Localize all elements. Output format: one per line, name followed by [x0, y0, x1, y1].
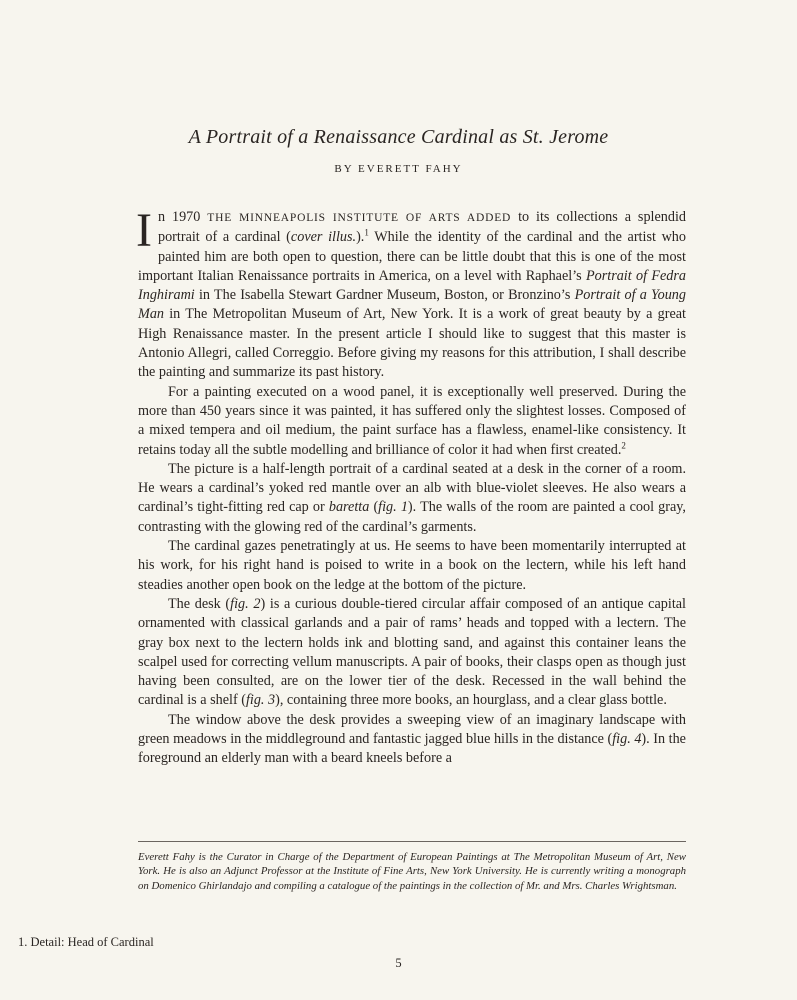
figure-ref: fig. 2 [230, 595, 261, 612]
paragraph-1 [136, 204, 687, 383]
text-run: ). In the foreground an elderly man with a beard kneels before a [138, 731, 686, 767]
footnote-divider [138, 841, 686, 842]
text-run: in The Metropolitan Museum of Art, New York. It is a work of great beauty by a great High Renaissance master. In the present article I should like to suggest that this master is Antonio Allegri, called Correggio. Before giving my reasons for this attribution, I shall describe the painting and summarize its past history. [138, 306, 686, 381]
text-run: For a painting executed on a wood panel, it is exceptionally well preserved. During the more than 450 years since it was painted, it has suffered only the slightest losses. Composed of a mixed tempera and oil medium, the paint surface has a flawless, enamel-like consistency. It retains today all the subtle modelling and brilliance of color it had when first created. [138, 383, 686, 458]
text-run: The picture is a half-length portrait of a cardinal seated at a desk in the corner of a room. He wears a cardinal’s yoked red mantle over an alb with blue-violet sleeves. He also wears a cardinal’s tight-fitting red cap or [138, 460, 686, 516]
text-run: ). The walls of the room are painted a cool gray, contrasting with the glowing red of the cardinal’s garments. [138, 499, 686, 535]
text-run: While the identity of the cardinal and the artist who painted him are both open to question, there can be little doubt that this is one of the most important Italian Renaissance portraits in America, on a level with Raphael’s [138, 229, 686, 284]
footnote-marker-1: 1 [364, 227, 369, 238]
footnote-marker-2: 2 [621, 439, 626, 450]
cover-illus-ref: cover illus. [290, 229, 357, 246]
text-run: ), containing three more books, an hourglass, and a clear glass bottle. [275, 692, 667, 709]
text-run: The desk ( [168, 595, 231, 612]
paragraph-4 [138, 537, 686, 595]
figure-caption: 1. Detail: Head of Cardinal [18, 935, 154, 949]
article-title: A Portrait of a Renaissance Cardinal as St. Jerome [188, 126, 609, 148]
paragraph-6 [138, 711, 686, 769]
text-run: in The Isabella Stewart Gardner Museum, Boston, or Bronzino’s [194, 287, 575, 304]
paragraph-3 [138, 460, 686, 537]
article-byline: BY EVERETT FAHY [334, 163, 463, 175]
paragraph-2 [138, 383, 686, 460]
text-run: ). [356, 229, 365, 246]
text-run: to its collections a splendid portrait of a cardinal ( [157, 209, 687, 246]
text-run: The window above the desk provides a sweeping view of an imaginary landscape with green meadows in the middleground and fantastic jagged blue hills in the distance ( [138, 711, 686, 748]
artwork-title: Portrait of Fedra Inghirami [138, 267, 686, 304]
artwork-title: Portrait of a Young Man [138, 287, 686, 323]
figure-ref: fig. 4 [612, 731, 642, 748]
lead-text: n 1970 [157, 209, 201, 225]
author-note: Everett Fahy is the Curator in Charge of the Department of European Paintings at The Metropolitan Museum of Art, New York. He is also an Adjunct Professor at the Institute of Fine Arts, New York University. He is currently writing a monograph on Domenico Ghirlandajo and compiling a catalogue of the paintings in the collection of Mr. and Mrs. Charles Wrightsman. [138, 851, 686, 892]
term-italic: baretta [328, 499, 370, 516]
small-caps-lead: THE MINNEAPOLIS INSTITUTE OF ARTS ADDED [207, 212, 512, 224]
text-run: The cardinal gazes penetratingly at us. He seems to have been momentarily interrupted at his work, for his right hand is poised to write in a book on the lectern, while his left hand steadies another open book on the ledge at the bottom of the picture. [138, 538, 686, 593]
text-run: ) is a curious double-tiered circular affair composed of an antique capital ornamented with classical garlands and a pair of rams’ heads and topped with a lectern. The gray box next to the lectern holds ink and blotting sand, and against this container leans the scalpel used for correcting vellum manuscripts. A pair of books, their clasps open as though just having been consulted, are on the lower tier of the desk. Recessed in the wall behind the cardinal is a shelf ( [138, 595, 686, 709]
figure-ref: fig. 3 [245, 692, 276, 709]
text-run: ( [369, 499, 379, 516]
figure-ref: fig. 1 [378, 499, 408, 516]
page-number: 5 [395, 956, 402, 970]
article-body [136, 204, 687, 769]
paragraph-5 [138, 595, 686, 711]
drop-cap: I [136, 204, 152, 257]
